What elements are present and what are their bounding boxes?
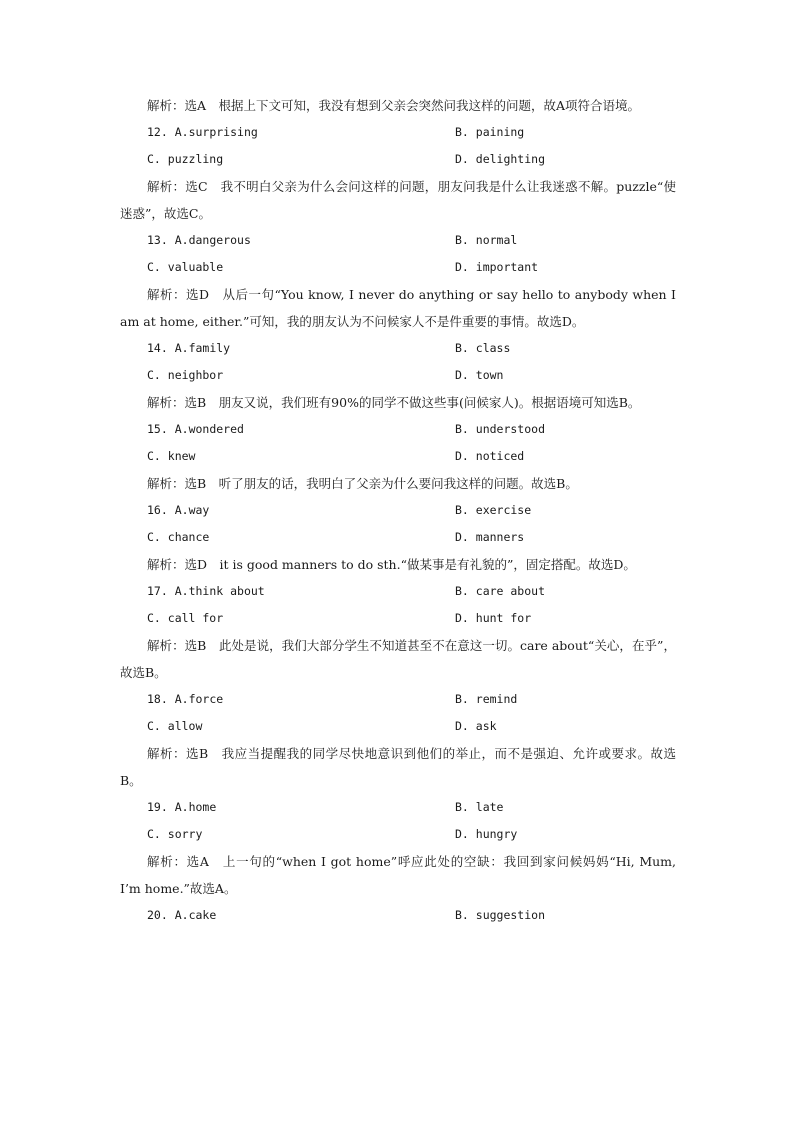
option-c: C. valuable	[147, 260, 224, 274]
question-number: 18.	[147, 692, 168, 706]
options-row	[120, 605, 676, 632]
options-row	[120, 821, 676, 848]
options-row	[120, 227, 676, 254]
option-b: B. remind	[455, 692, 518, 706]
question-number: 12.	[147, 125, 168, 139]
question-number: 15.	[147, 422, 168, 436]
explanation-15: 解析：选B 听了朋友的话，我明白了父亲为什么要问我这样的问题。故选B。	[147, 476, 578, 491]
option-d: D. hunt for	[455, 611, 532, 625]
option-b: B. care about	[455, 584, 546, 598]
options-row	[120, 254, 676, 281]
option-c: C. puzzling	[147, 152, 224, 166]
option-d: D. ask	[455, 719, 497, 733]
options-row	[120, 119, 676, 146]
options-row	[120, 713, 676, 740]
option-a: A.family	[174, 341, 231, 355]
options-row	[120, 443, 676, 470]
options-row	[120, 794, 676, 821]
option-c: C. neighbor	[147, 368, 224, 382]
option-a: A.force	[174, 692, 224, 706]
question-number: 19.	[147, 800, 168, 814]
explanation-19: 解析：选A 上一句的“when I got home”呼应此处的空缺：我回到家问候妈妈“Hi, Mum, I’m home.”故选A。	[120, 854, 676, 896]
option-d: D. important	[455, 260, 539, 274]
options-row	[120, 497, 676, 524]
option-a: A.dangerous	[174, 233, 251, 247]
option-d: D. noticed	[455, 449, 525, 463]
options-row	[120, 524, 676, 551]
explanation-13: 解析：选D 从后一句“You know, I never do anything or say hello to anybody when I am at home, either.”可知，我的朋友认为不问候家人不是件重要的事情。故选D。	[120, 287, 676, 329]
option-a: A.think about	[174, 584, 265, 598]
options-row	[120, 686, 676, 713]
option-b: B. understood	[455, 422, 546, 436]
option-a: A.surprising	[174, 125, 258, 139]
answer-content	[120, 92, 676, 929]
options-row	[120, 146, 676, 173]
option-c: C. sorry	[147, 827, 203, 841]
option-a: A.cake	[174, 908, 217, 922]
options-row	[120, 416, 676, 443]
option-d: D. manners	[455, 530, 525, 544]
question-number: 17.	[147, 584, 168, 598]
explanation-12: 解析：选C 我不明白父亲为什么会问这样的问题，朋友问我是什么让我迷惑不解。puzzle“使迷惑”，故选C。	[120, 179, 676, 221]
explanation-17: 解析：选B 此处是说，我们大部分学生不知道甚至不在意这一切。care about“关心，在乎”，故选B。	[120, 638, 676, 680]
question-number: 16.	[147, 503, 168, 517]
explanation-11: 解析：选A 根据上下文可知，我没有想到父亲会突然问我这样的问题，故A项符合语境。	[147, 98, 641, 113]
options-row	[120, 335, 676, 362]
options-row	[120, 578, 676, 605]
option-c: C. allow	[147, 719, 203, 733]
explanation-14: 解析：选B 朋友又说，我们班有90%的同学不做这些事(问候家人)。根据语境可知选B。	[147, 395, 641, 410]
question-number: 14.	[147, 341, 168, 355]
option-b: B. late	[455, 800, 504, 814]
option-c: C. knew	[147, 449, 196, 463]
option-b: B. class	[455, 341, 511, 355]
options-row	[120, 902, 676, 929]
options-row	[120, 362, 676, 389]
option-d: D. town	[455, 368, 504, 382]
option-c: C. chance	[147, 530, 210, 544]
option-d: D. delighting	[455, 152, 546, 166]
explanation-18: 解析：选B 我应当提醒我的同学尽快地意识到他们的举止，而不是强迫、允许或要求。故选B。	[120, 746, 676, 788]
option-d: D. hungry	[455, 827, 518, 841]
question-number: 13.	[147, 233, 168, 247]
option-b: B. normal	[455, 233, 518, 247]
question-number: 20.	[147, 908, 168, 922]
option-b: B. exercise	[455, 503, 532, 517]
option-c: C. call for	[147, 611, 224, 625]
option-b: B. paining	[455, 125, 525, 139]
option-a: A.home	[174, 800, 217, 814]
option-a: A.wondered	[174, 422, 244, 436]
option-b: B. suggestion	[455, 908, 546, 922]
explanation-16: 解析：选D it is good manners to do sth.“做某事是有礼貌的”，固定搭配。故选D。	[147, 557, 636, 572]
option-a: A.way	[174, 503, 210, 517]
